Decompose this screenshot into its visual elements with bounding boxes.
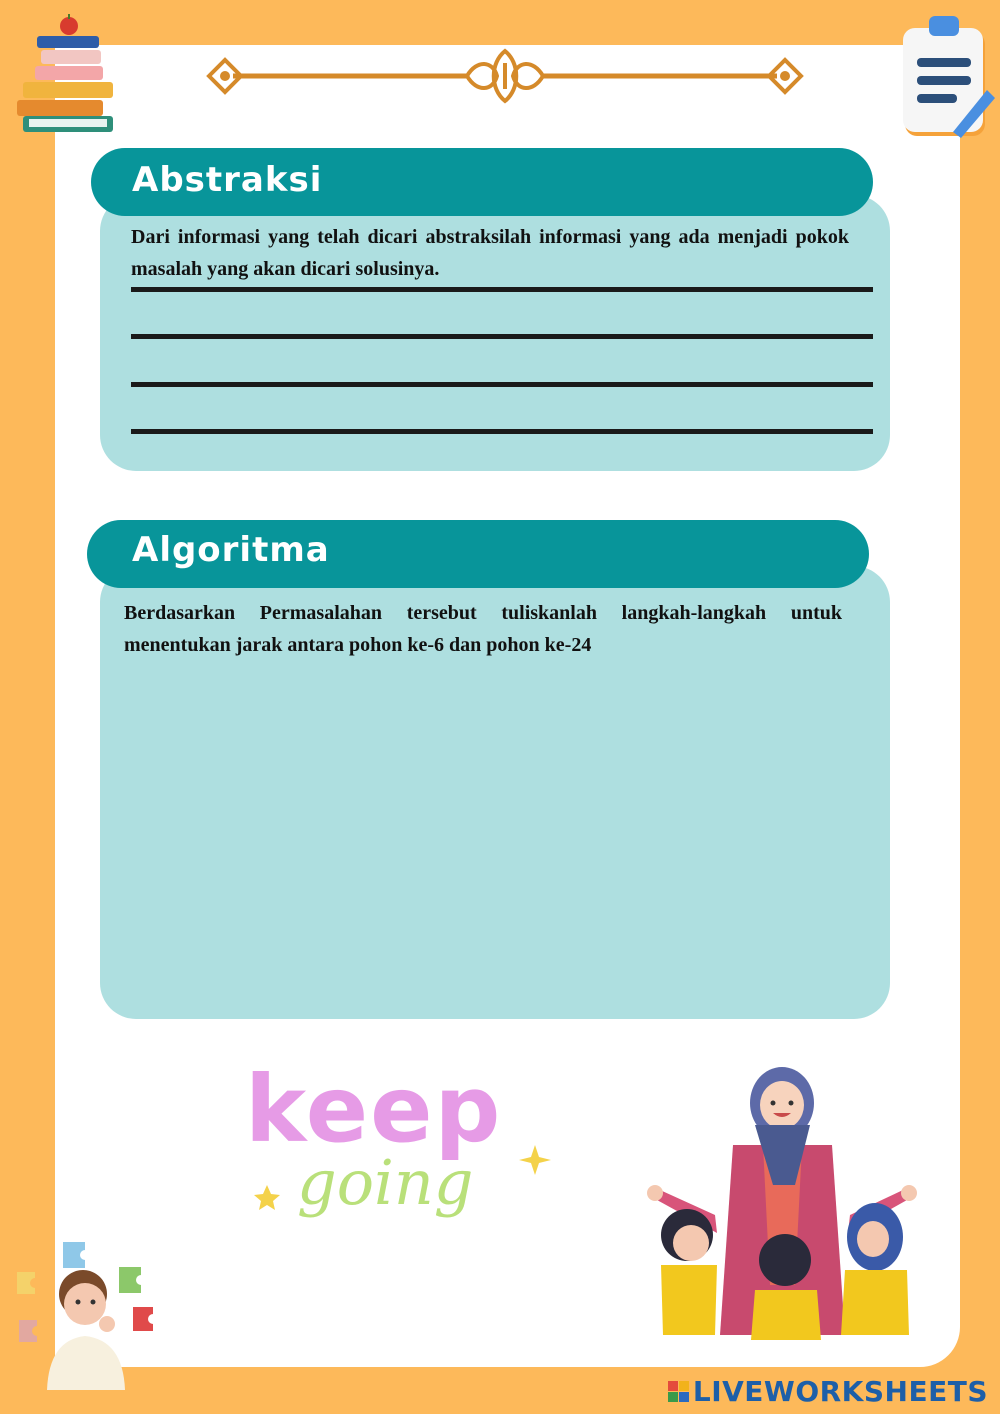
going-text: going [297,1146,474,1219]
teacher-students-illustration [645,1065,920,1343]
brand-name: LIVEWORKSHEETS [692,1375,988,1408]
books-icon [15,12,120,134]
algoritma-answer-area[interactable] [124,668,846,992]
keep-going-decoration [245,1056,555,1235]
stars-icon [245,1056,555,1235]
section-title: Abstraksi [132,160,323,200]
answer-line[interactable] [131,382,873,387]
brand-mark-icon [668,1381,689,1402]
clipboard-pencil-icon [895,10,995,142]
ornament-divider [205,45,805,107]
answer-line[interactable] [131,429,873,434]
thinking-boy-illustration [15,1232,170,1392]
section-instruction: Berdasarkan Permasalahan tersebut tuliskanlah langkah-langkah untuk menentukan jarak antara pohon ke-6 dan pohon ke-24 [124,602,842,656]
section-instruction: Dari informasi yang telah dicari abstraksilah informasi yang ada menjadi pokok masalah yang akan dicari solusinya. [131,226,849,280]
answer-line[interactable] [131,334,873,339]
answer-line[interactable] [131,287,873,292]
liveworksheets-logo [668,1375,988,1408]
keep-text: keep [245,1056,503,1163]
section-title: Algoritma [132,530,330,570]
